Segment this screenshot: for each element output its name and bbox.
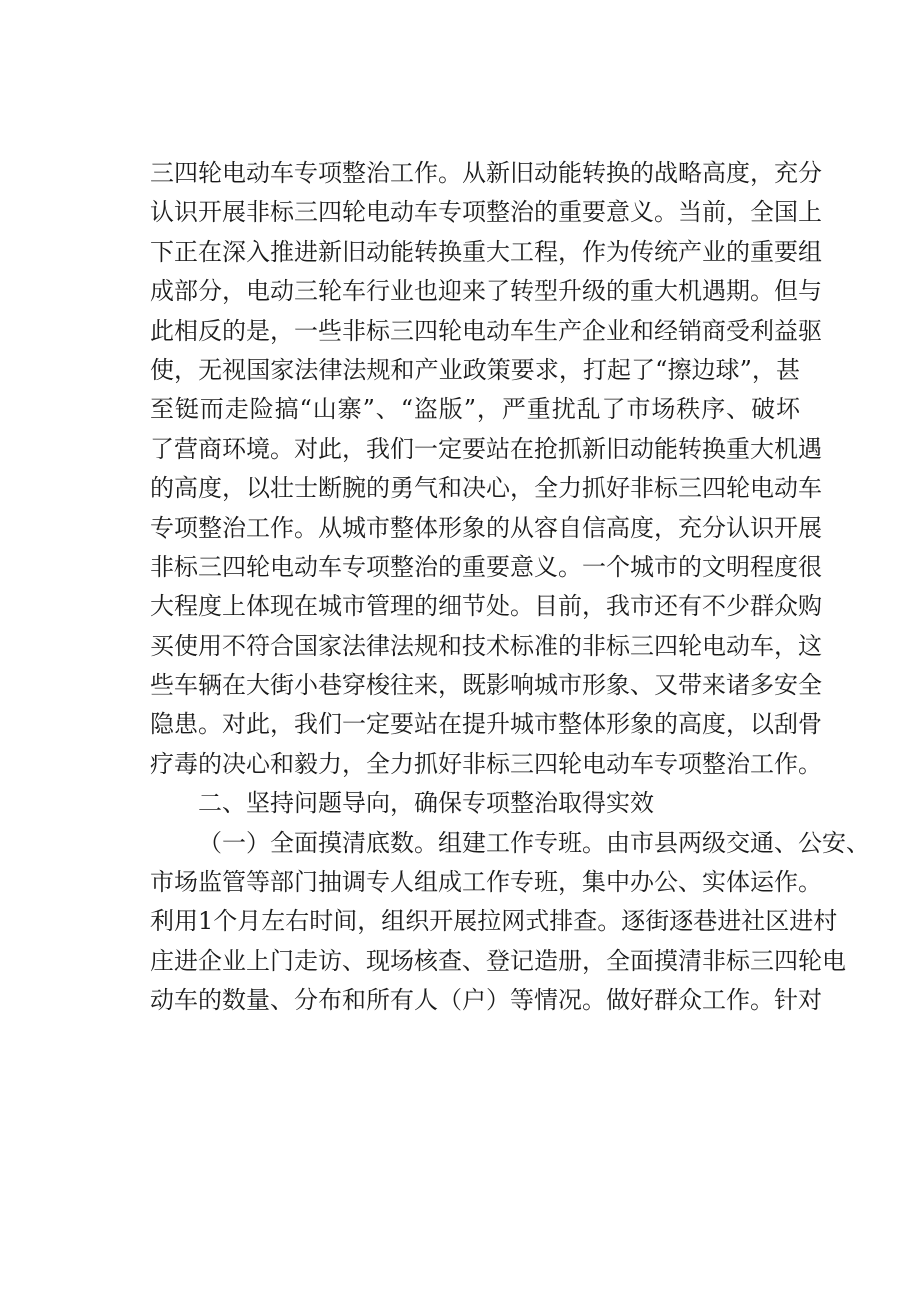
- text-line: 二、坚持问题导向，确保专项整治取得实效: [198, 789, 654, 818]
- text-line: 认识开展非标三四轮电动车专项整治的重要意义。当前，全国上: [150, 198, 822, 227]
- text-line: 此相反的是，一些非标三四轮电动车生产企业和经销商受利益驱: [150, 316, 822, 345]
- text-line: 非标三四轮电动车专项整治的重要意义。一个城市的文明程度很: [150, 552, 822, 581]
- text-line: 至铤而走险搞“山寨”、“盗版”，严重扰乱了市场秩序、破坏: [150, 395, 800, 424]
- text-line: 利用1个月左右时间，组织开展拉网式排查。逐街逐巷进社区进村: [150, 907, 838, 936]
- text-line: 买使用不符合国家法律法规和技术标准的非标三四轮电动车，这: [150, 631, 822, 660]
- text-line: 大程度上体现在城市管理的细节处。目前，我市还有不少群众购: [150, 592, 822, 621]
- text-line: 市场监管等部门抽调专人组成工作专班，集中办公、实体运作。: [150, 868, 822, 897]
- text-line: 的高度，以壮士断腕的勇气和决心，全力抓好非标三四轮电动车: [150, 474, 822, 503]
- text-line: 下正在深入推进新旧动能转换重大工程，作为传统产业的重要组: [150, 237, 822, 266]
- text-line: 专项整治工作。从城市整体形象的从容自信高度，充分认识开展: [150, 513, 822, 542]
- body-text: [150, 154, 870, 1021]
- text-line: 疗毒的决心和毅力，全力抓好非标三四轮电动车专项整治工作。: [150, 749, 822, 778]
- text-line: （一）全面摸清底数。组建工作专班。由市县两级交通、公安、: [198, 828, 870, 857]
- text-line: 三四轮电动车专项整治工作。从新旧动能转换的战略高度，充分: [150, 159, 822, 187]
- text-line: 成部分，电动三轮车行业也迎来了转型升级的重大机遇期。但与: [150, 277, 822, 306]
- text-line: 了营商环境。对此，我们一定要站在抢抓新旧动能转换重大机遇: [150, 434, 822, 463]
- text-line: 庄进企业上门走访、现场核查、登记造册，全面摸清非标三四轮电: [150, 946, 846, 975]
- text-line: 隐患。对此，我们一定要站在提升城市整体形象的高度，以刮骨: [150, 710, 822, 739]
- text-line: 使，无视国家法律法规和产业政策要求，打起了“擦边球”，甚: [150, 355, 800, 384]
- text-line: 动车的数量、分布和所有人（户）等情况。做好群众工作。针对: [150, 986, 822, 1015]
- text-line: 些车辆在大街小巷穿梭往来，既影响城市形象、又带来诸多安全: [150, 671, 822, 700]
